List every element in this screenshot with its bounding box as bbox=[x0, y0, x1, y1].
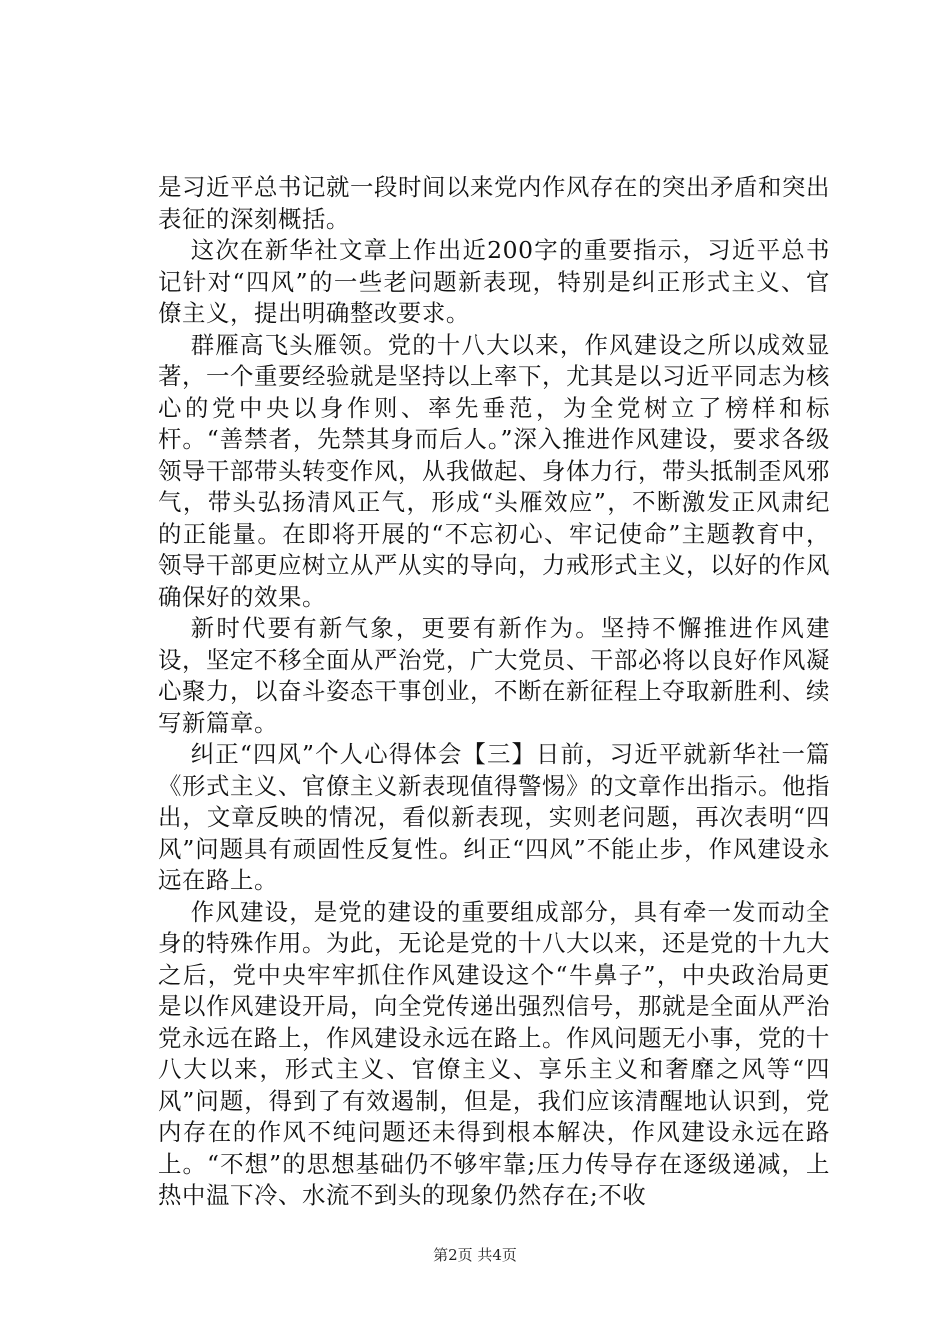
page-number-label: 第2页 共4页 bbox=[433, 1246, 517, 1264]
paragraph-4: 新时代要有新气象，更要有新作为。坚持不懈推进作风建设，坚定不移全面从严治党，广大党员、干部必将以良好作风凝心聚力，以奋斗姿态干事创业，不断在新征程上夺取新胜利、续写新篇章。 bbox=[158, 614, 830, 737]
document-body bbox=[158, 172, 830, 1212]
paragraph-2: 这次在新华社文章上作出近200字的重要指示，习近平总书记针对“四风”的一些老问题新表现，特别是纠正形式主义、官僚主义，提出明确整改要求。 bbox=[158, 236, 830, 327]
paragraph-6: 作风建设，是党的建设的重要组成部分，具有牵一发而动全身的特殊作用。为此，无论是党的十八大以来，还是党的十九大之后，党中央牢牢抓住作风建设这个“牛鼻子”，中央政治局更是以作风建设开局，向全党传递出强烈信号，那就是全面从严治党永远在路上，作风建设永远在路上。作风问题无小事，党的十八大以来，形式主义、官僚主义、享乐主义和奢靡之风等“四风”问题，得到了有效遏制，但是，我们应该清醒地认识到，党内存在的作风不纯问题还未得到根本解决，作风建设永远在路上。“不想”的思想基础仍不够牢靠;压力传导存在逐级递减，上热中温下冷、水流不到头的现象仍然存在;不收 bbox=[158, 897, 830, 1209]
paragraph-1: 是习近平总书记就一段时间以来党内作风存在的突出矛盾和突出表征的深刻概括。 bbox=[158, 173, 830, 233]
paragraph-5: 纠正“四风”个人心得体会【三】日前，习近平就新华社一篇《形式主义、官僚主义新表现值得警惕》的文章作出指示。他指出，文章反映的情况，看似新表现，实则老问题，再次表明“四风”问题具有顽固性反复性。纠正“四风”不能止步，作风建设永远在路上。 bbox=[158, 740, 830, 894]
paragraph-3: 群雁高飞头雁领。党的十八大以来，作风建设之所以成效显著，一个重要经验就是坚持以上率下，尤其是以习近平同志为核心的党中央以身作则、率先垂范，为全党树立了榜样和标杆。“善禁者，先禁其身而后人。”深入推进作风建设，要求各级领导干部带头转变作风，从我做起、身体力行，带头抵制歪风邪气，带头弘扬清风正气，形成“头雁效应”，不断激发正风肃纪的正能量。在即将开展的“不忘初心、牢记使命”主题教育中，领导干部更应树立从严从实的导向，力戒形式主义，以好的作风确保好的效果。 bbox=[158, 330, 830, 611]
page-footer bbox=[0, 1245, 950, 1265]
